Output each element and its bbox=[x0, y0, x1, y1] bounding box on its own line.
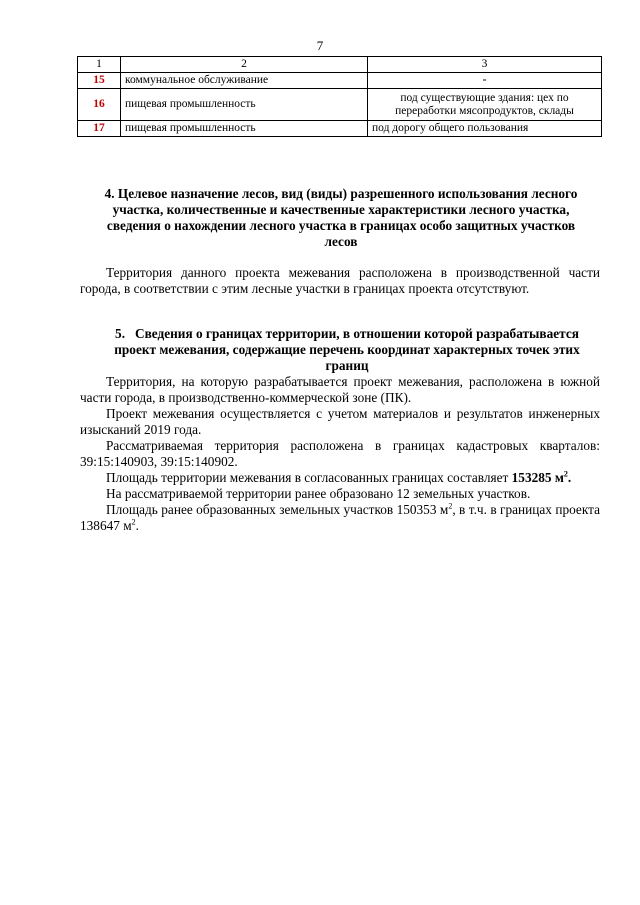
table-row bbox=[78, 73, 602, 89]
note-cell: - bbox=[368, 73, 602, 89]
table-header-row bbox=[78, 57, 602, 73]
section-4-heading bbox=[96, 186, 586, 250]
area-value: 153285 м bbox=[511, 470, 564, 485]
project-area-sup: 2 bbox=[131, 517, 136, 527]
prior-area-text: Площадь ранее образованных земельных участков 150353 м bbox=[106, 502, 449, 517]
section-5-body bbox=[80, 374, 600, 534]
area-text: Площадь территории межевания в согласованных границах составляет bbox=[106, 470, 512, 485]
row-number: 17 bbox=[78, 121, 121, 137]
table-header-cell: 2 bbox=[121, 57, 368, 73]
note-cell: под существующие здания: цех по переработки мясопродуктов, склады bbox=[368, 89, 602, 121]
table-header-cell: 1 bbox=[78, 57, 121, 73]
section-4-paragraph: Территория данного проекта межевания расположена в производственной части города, в соответствии с этим лесные участки в границах проекта отсутствуют. bbox=[80, 265, 600, 296]
section-5-paragraph-2: Проект межевания осуществляется с учетом материалов и результатов инженерных изысканий 2019 года. bbox=[80, 406, 600, 437]
table-row bbox=[78, 89, 602, 121]
section-5-paragraph-5: На рассматриваемой территории ранее образовано 12 земельных участков. bbox=[106, 486, 531, 501]
section-5-paragraph-6: Площадь ранее образованных земельных участков 150353 $м^2$, в т.ч. в границах проекта 138647 $м^2$. bbox=[80, 501, 600, 533]
row-number: 16 bbox=[78, 89, 121, 121]
use-type-cell: коммунальное обслуживание bbox=[121, 73, 368, 89]
table-header-cell: 3 bbox=[368, 57, 602, 73]
section-5-heading bbox=[112, 326, 582, 374]
use-type-cell: пищевая промышленность bbox=[121, 121, 368, 137]
section-5-paragraph-3: Рассматриваемая территория расположена в границах кадастровых кварталов: 39:15:140903, 39:15:140902. bbox=[80, 438, 600, 469]
row-number: 15 bbox=[78, 73, 121, 89]
prior-area-sup: 2 bbox=[448, 501, 453, 511]
area-period: . bbox=[567, 470, 572, 485]
section-5-number: 5 bbox=[115, 326, 122, 341]
project-area-text: , в т.ч. в границах проекта 138647 м bbox=[80, 502, 600, 533]
section-4-body bbox=[80, 265, 600, 297]
land-use-table bbox=[77, 56, 602, 137]
page-number: 7 bbox=[316, 38, 324, 53]
section-4-title: 4. Целевое назначение лесов, вид (виды) разрешенного использования лесного участка, количественные и качественные характеристики лесного участка, сведения о нахождении лесного участка в границах особо защитных участков лесов bbox=[104, 186, 578, 249]
section-5-title: 5. Сведения о границах территории, в отношении которой разрабатывается проект межевания, содержащие перечень координат характерных точек этих границ bbox=[114, 326, 580, 373]
section-5-paragraph-4 bbox=[80, 470, 600, 486]
note-cell: под дорогу общего пользования bbox=[368, 121, 602, 137]
table-row bbox=[78, 121, 602, 137]
section-5-paragraph-1: Территория, на которую разрабатывается проект межевания, расположена в южной части города, в производственно-коммерческой зоне (ПК). bbox=[80, 374, 600, 405]
use-type-cell: пищевая промышленность bbox=[121, 89, 368, 121]
area-unit-sup: 2 bbox=[563, 469, 568, 479]
section-5-heading-text: Сведения о границах территории, в отношении которой разрабатывается проект межевания, содержащие перечень координат характерных точек этих границ bbox=[114, 326, 580, 373]
